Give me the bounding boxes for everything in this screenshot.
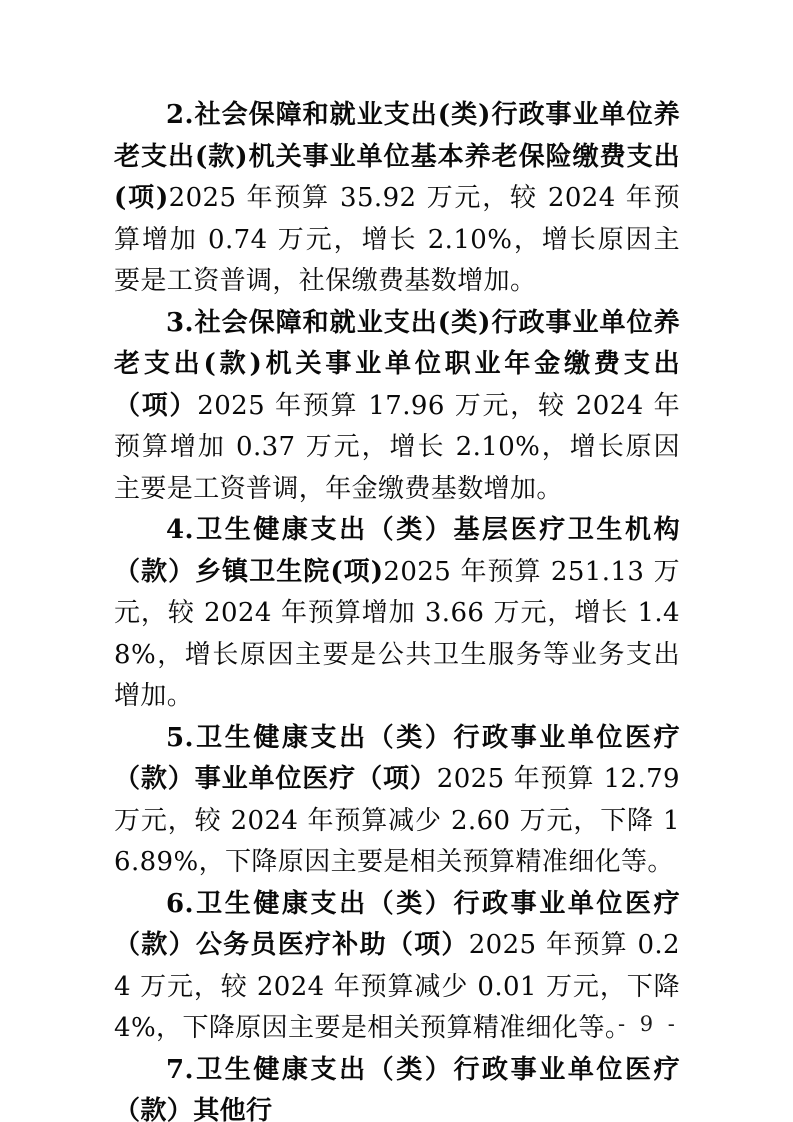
- budget-paragraph-2: [114, 95, 680, 303]
- paragraph-lead: 3.社会保障和就业支出(类)行政事业单位养老支出(款)机关事业单位职业年金缴费支出（项）: [114, 307, 680, 421]
- paragraph-body: 2025 年预算 17.96 万元，较 2024 年预算增加 0.37 万元，增长 2.10%，增长原因主要是工资普调，年金缴费基数增加。: [114, 390, 680, 504]
- budget-paragraph-6: [114, 884, 680, 1050]
- budget-paragraph-5: [114, 718, 680, 884]
- paragraph-lead: 4.卫生健康支出（类）基层医疗卫生机构（款）乡镇卫生院(项): [114, 515, 680, 587]
- budget-paragraph-3: [114, 303, 680, 511]
- paragraph-body: 2025 年预算 0.24 万元，较 2024 年预算减少 0.01 万元，下降 4%，下降原因主要是相关预算精准细化等。: [114, 930, 680, 1043]
- paragraph-body: 2025 年预算 12.79 万元，较 2024 年预算减少 2.60 万元，下降 16.89%，下降原因主要是相关预算精准细化等。: [114, 764, 680, 877]
- page-number: - 9 -: [618, 1012, 679, 1036]
- paragraph-lead: 6.卫生健康支出（类）行政事业单位医疗（款）公务员医疗补助（项）: [114, 888, 680, 960]
- paragraph-lead: 7.卫生健康支出（类）行政事业单位医疗（款）其他行: [114, 1054, 680, 1122]
- paragraph-body: 2025 年预算 251.13 万元，较 2024 年预算增加 3.66 万元，增长 1.48%，增长原因主要是公共卫生服务等业务支出增加。: [114, 556, 680, 711]
- paragraph-lead: 2.社会保障和就业支出(类)行政事业单位养老支出(款)机关事业单位基本养老保险缴费支出(项): [114, 100, 680, 213]
- budget-paragraph-4: [114, 510, 680, 718]
- paragraph-lead: 5.卫生健康支出（类）行政事业单位医疗（款）事业单位医疗（项）: [114, 722, 680, 794]
- paragraph-body: 2025 年预算 35.92 万元，较 2024 年预算增加 0.74 万元，增长 2.10%，增长原因主要是工资普调，社保缴费基数增加。: [114, 183, 680, 296]
- budget-paragraph-7: [114, 1050, 680, 1122]
- document-body: [114, 95, 680, 1122]
